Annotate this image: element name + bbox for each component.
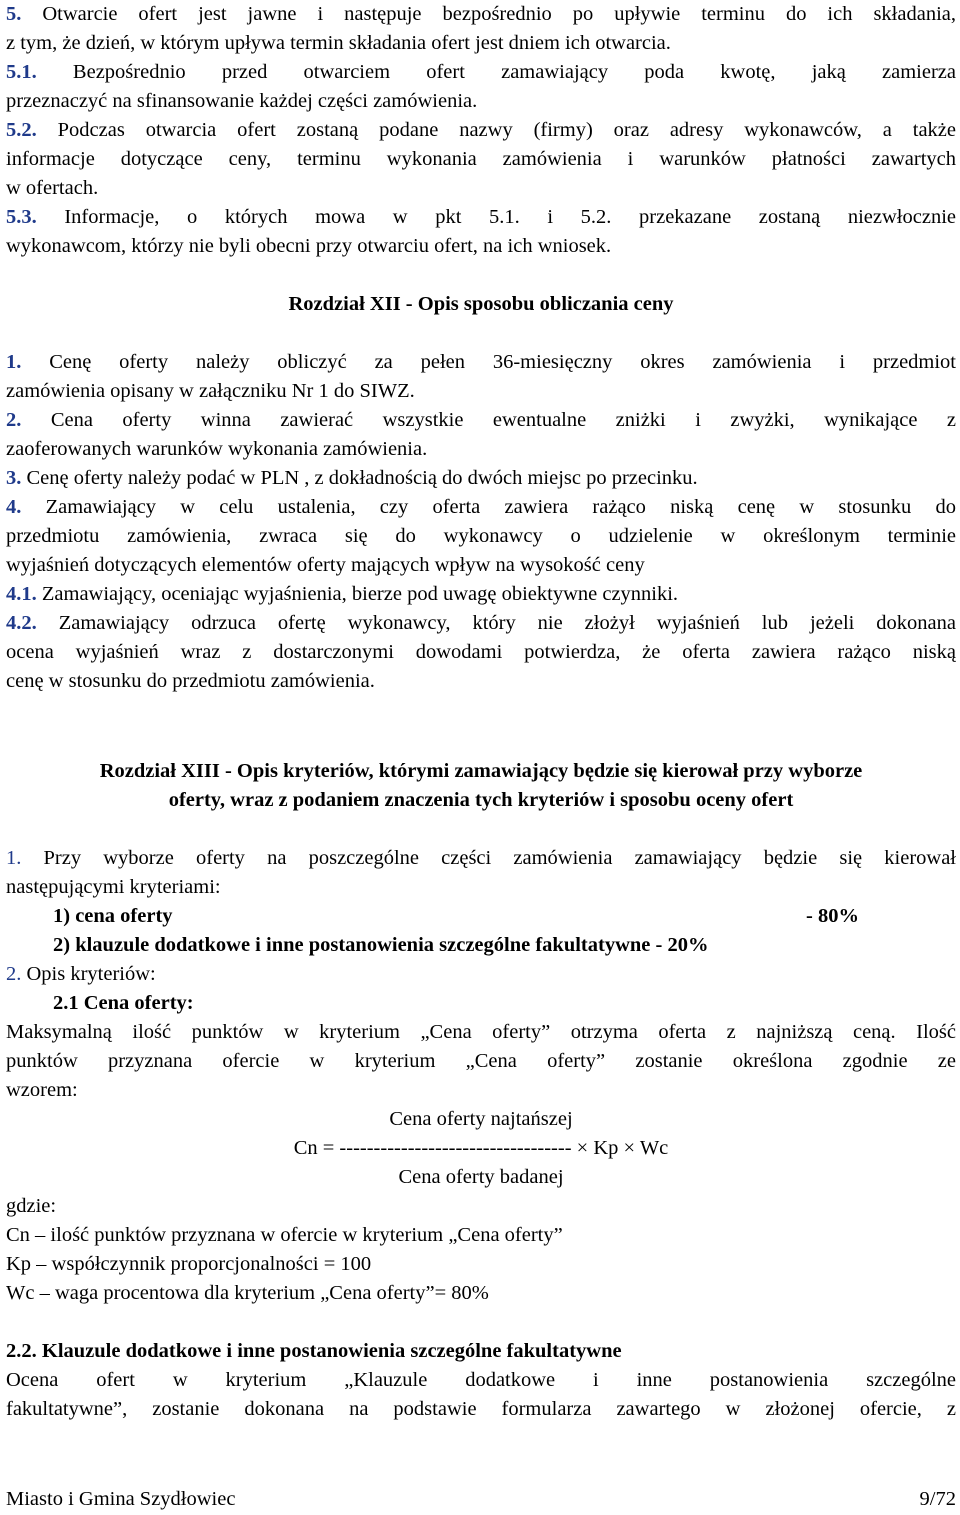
chapter-heading: Rozdział XII - Opis sposobu obliczania ceny [288,293,674,315]
text-line: 2. Cena oferty winna zawierać wszystkie ewentualne zniżki i zwyżki, wynikające z [6,409,956,431]
text-line: przedmiotu zamówienia, zwraca się do wykonawcy o udzielenie w określonym terminie [6,525,956,547]
text-line: wyjaśnień dotyczących elementów oferty mających wpływ na wysokość ceny [6,554,645,576]
text-line: następującymi kryteriami: [6,876,221,898]
chapter-heading: Rozdział XIII - Opis kryteriów, którymi zamawiający będzie się kierował przy wyborze [99,760,863,782]
text-line: fakultatywne”, zostanie dokonana na podstawie formularza zawartego w złożonej ofercie, z [6,1398,956,1420]
definition-line: Cn – ilość punktów przyznana w ofercie w kryterium „Cena oferty” [6,1224,563,1246]
text-line: Maksymalną ilość punktów w kryterium „Cena oferty” otrzyma oferta z najniższą ceną. Ilość [6,1021,956,1043]
text-line: 5.2. Podczas otwarcia ofert zostaną podane nazwy (firmy) oraz adresy wykonawców, a także [6,119,956,141]
text-line: 5.3. Informacje, o których mowa w pkt 5.1. i 5.2. przekazane zostaną niezwłocznie [6,206,956,228]
footer-organization: Miasto i Gmina Szydłowiec [6,1488,236,1510]
formula-main: Cn = ---------------------------------- × Kp × Wc [293,1137,669,1159]
text-line: 1. Cenę oferty należy obliczyć za pełen 36-miesięczny okres zamówienia i przedmiot [6,351,956,373]
text-line: 2. Opis kryteriów: [6,963,156,985]
text-line: z tym, że dzień, w którym upływa termin składania ofert jest dniem ich otwarcia. [6,32,671,54]
text-line: 4.1. Zamawiający, oceniając wyjaśnienia, bierze pod uwagę obiektywne czynniki. [6,583,679,605]
text-line: 4.2. Zamawiający odrzuca ofertę wykonawcy, który nie złożył wyjaśnień lub jeżeli dokonana [6,612,956,634]
text-line: gdzie: [6,1195,57,1217]
text-line: w ofertach. [6,177,99,199]
chapter-heading: oferty, wraz z podaniem znaczenia tych kryteriów i sposobu oceny ofert [168,789,794,811]
text-line: 1. Przy wyborze oferty na poszczególne części zamówienia zamawiający będzie się kierował [6,847,956,869]
text-line: 5. Otwarcie ofert jest jawne i następuje bezpośrednio po upływie terminu do ich składania, [6,3,956,25]
subheading: 2.1 Cena oferty: [53,992,194,1014]
definition-line: Wc – waga procentowa dla kryterium „Cena oferty”= 80% [6,1282,489,1304]
text-line: 4. Zamawiający w celu ustalenia, czy oferta zawiera rażąco niską cenę w stosunku do [6,496,956,518]
subheading: 2.2. Klauzule dodatkowe i inne postanowienia szczególne fakultatywne [6,1340,622,1362]
page-footer [6,1488,956,1511]
criterion-price [6,902,956,931]
text-line: Ocena ofert w kryterium „Klauzule dodatkowe i inne postanowienia szczególne [6,1369,956,1391]
text-line: cenę w stosunku do przedmiotu zamówienia. [6,670,375,692]
page-number: 9/72 [919,1488,956,1510]
formula-numerator: Cena oferty najtańszej [389,1108,573,1130]
formula-denominator: Cena oferty badanej [398,1166,564,1188]
text-line: przeznaczyć na sfinansowanie każdej części zamówienia. [6,90,478,112]
definition-line: Kp – współczynnik proporcjonalności = 100 [6,1253,372,1275]
text-line: ocena wyjaśnień wraz z dostarczonymi dowodami potwierdza, że oferta zawiera rażąco niską [6,641,956,663]
text-line: wzorem: [6,1079,78,1101]
text-line: 3. Cenę oferty należy podać w PLN , z dokładnością do dwóch miejsc po przecinku. [6,467,698,489]
criterion-weight: - 80% [806,905,859,927]
text-line: zaoferowanych warunków wykonania zamówienia. [6,438,428,460]
text-line: wykonawcom, którzy nie byli obecni przy otwarciu ofert, na ich wniosek. [6,235,612,257]
text-line: punktów przyznana ofercie w kryterium „Cena oferty” zostanie określona zgodnie ze [6,1050,956,1072]
criterion-label: 1) cena oferty [53,905,173,927]
text-line: 5.1. Bezpośrednio przed otwarciem ofert zamawiający poda kwotę, jaką zamierza [6,61,956,83]
criterion-clauses: 2) klauzule dodatkowe i inne postanowienia szczególne fakultatywne - 20% [53,934,709,956]
text-line: zamówienia opisany w załączniku Nr 1 do SIWZ. [6,380,415,402]
text-line: informacje dotyczące ceny, terminu wykonania zamówienia i warunków płatności zawartych [6,148,956,170]
